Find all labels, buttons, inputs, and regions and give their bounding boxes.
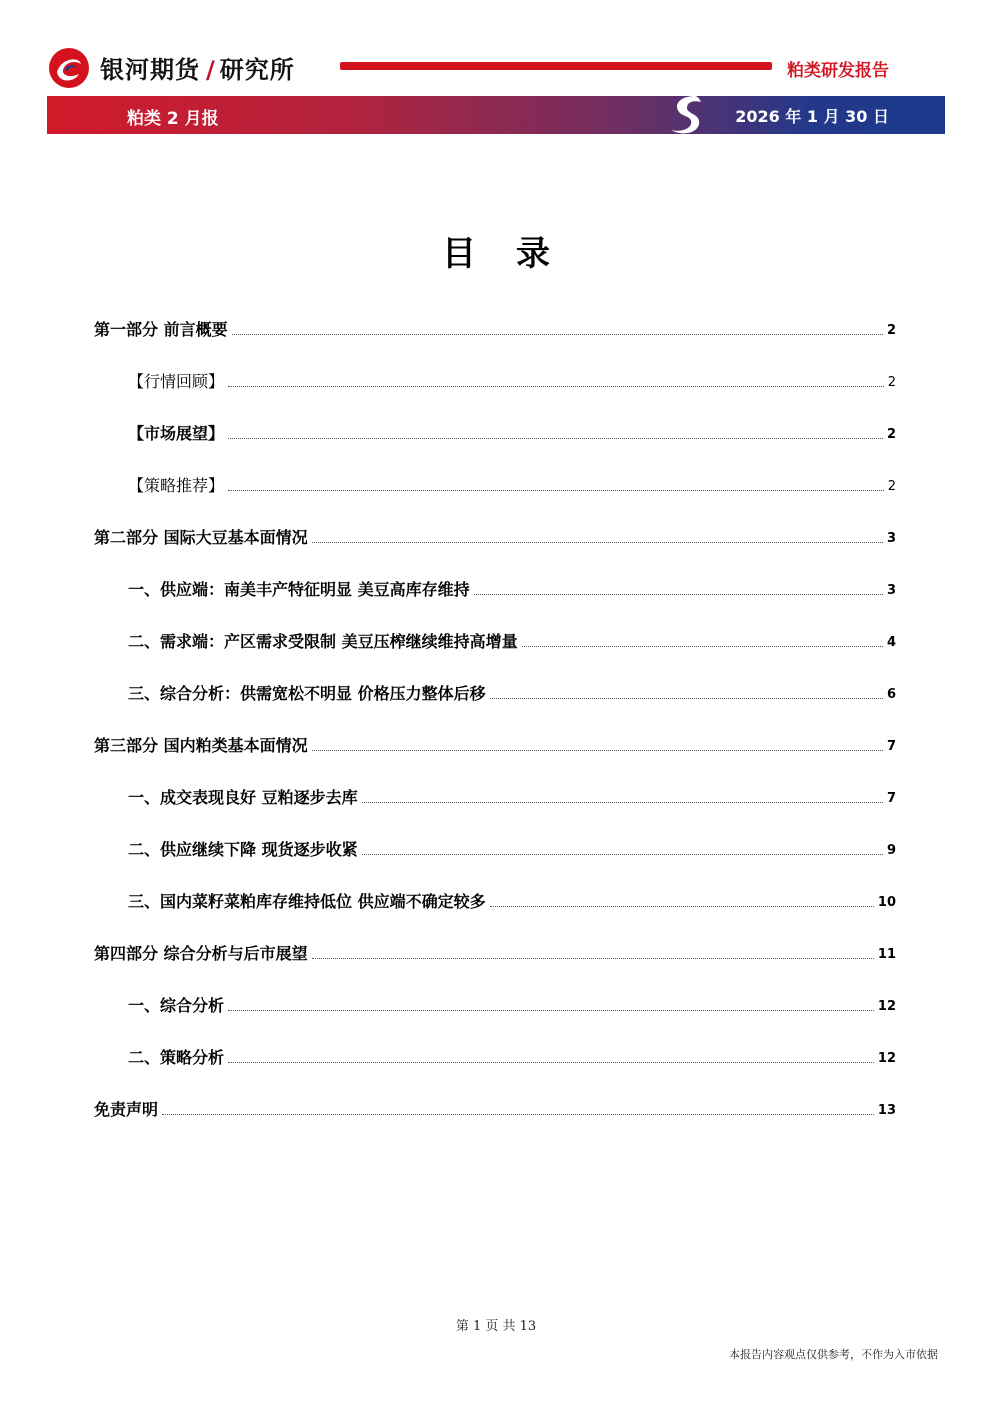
galaxy-logo-icon	[47, 46, 91, 90]
toc-entry-label: 第三部分 国内粕类基本面情况	[94, 736, 308, 755]
brand-separator: /	[206, 56, 216, 84]
toc-entry-page: 11	[877, 947, 896, 962]
toc-leader-dots	[232, 334, 883, 335]
toc-entry-label: 一、成交表现良好 豆粕逐步去库	[128, 788, 358, 807]
header-banner	[47, 96, 945, 134]
toc-entry-label: 第二部分 国际大豆基本面情况	[94, 528, 308, 547]
toc-entry[interactable]	[128, 1044, 896, 1068]
brand-title	[100, 50, 295, 85]
toc-entry-label: 【策略推荐】	[128, 476, 225, 495]
toc-leader-dots	[312, 542, 883, 543]
toc-entry[interactable]	[128, 992, 896, 1016]
disclaimer-note: 本报告内容观点仅供参考，不作为入市依据	[729, 1348, 938, 1361]
toc-leader-dots	[474, 594, 883, 595]
toc-entry-page: 4	[886, 635, 896, 650]
toc-entry[interactable]	[128, 472, 896, 496]
toc-entry-page: 7	[886, 739, 896, 754]
toc-title: 目录	[442, 234, 590, 274]
toc-entry-label: 二、策略分析	[128, 1048, 225, 1067]
toc-entry-label: 二、供应继续下降 现货逐步收紧	[128, 840, 358, 859]
page-number: 第 1 页 共 13	[455, 1319, 537, 1334]
toc-leader-dots	[490, 906, 874, 907]
toc-entry-page: 3	[886, 531, 896, 546]
toc-entry[interactable]	[128, 420, 896, 444]
brand-name: 银河期货	[100, 56, 200, 84]
toc-entry[interactable]	[128, 888, 896, 912]
toc-entry-page: 12	[877, 999, 896, 1014]
toc-entry[interactable]	[94, 316, 896, 340]
toc-leader-dots	[228, 438, 883, 439]
toc-entry[interactable]	[94, 1096, 896, 1120]
toc-entry-page: 9	[886, 843, 896, 858]
toc-entry-label: 一、综合分析	[128, 996, 225, 1015]
toc-entry-label: 【行情回顾】	[128, 372, 225, 391]
toc-leader-dots	[228, 386, 884, 387]
toc-entry-page: 7	[886, 791, 896, 806]
toc-entry-label: 第四部分 综合分析与后市展望	[94, 944, 308, 963]
galaxy-swoosh-icon	[667, 94, 707, 136]
toc-entry[interactable]	[128, 576, 896, 600]
toc-entry-page: 2	[887, 479, 896, 494]
report-date: 2026 年 1 月 30 日	[735, 107, 889, 126]
toc-leader-dots	[522, 646, 883, 647]
toc-entry-page: 2	[886, 427, 896, 442]
toc-entry-label: 二、需求端：产区需求受限制 美豆压榨继续维持高增量	[128, 632, 518, 651]
toc-entry-label: 第一部分 前言概要	[94, 320, 228, 339]
toc-entry-page: 13	[877, 1103, 896, 1118]
toc-entry[interactable]	[94, 732, 896, 756]
toc-leader-dots	[162, 1114, 874, 1115]
toc-entry-page: 6	[886, 687, 896, 702]
toc-entry-label: 【市场展望】	[128, 424, 225, 443]
toc-leader-dots	[362, 802, 883, 803]
toc-entry-label: 一、供应端：南美丰产特征明显 美豆高库存维持	[128, 580, 470, 599]
toc-leader-dots	[228, 1010, 874, 1011]
toc-entry-page: 3	[886, 583, 896, 598]
toc-entry-page: 10	[877, 895, 896, 910]
institute-name: 研究所	[219, 56, 295, 84]
toc-entry[interactable]	[94, 524, 896, 548]
toc-entry[interactable]	[128, 368, 896, 392]
toc-entry-page: 2	[887, 375, 896, 390]
report-period-label: 粕类 2 月报	[127, 109, 219, 129]
report-header	[0, 0, 992, 95]
toc-entry[interactable]	[128, 680, 896, 704]
toc-leader-dots	[490, 698, 883, 699]
toc-leader-dots	[362, 854, 883, 855]
toc-entry[interactable]	[94, 940, 896, 964]
toc-leader-dots	[312, 958, 874, 959]
toc-leader-dots	[312, 750, 883, 751]
header-accent-line	[340, 62, 772, 70]
toc-entry-label: 免责声明	[94, 1100, 159, 1119]
report-type-label: 粕类研发报告	[787, 61, 889, 81]
toc-entry[interactable]	[128, 784, 896, 808]
toc-entry-label: 三、国内菜籽菜粕库存维持低位 供应端不确定较多	[128, 892, 486, 911]
toc-entry-label: 三、综合分析：供需宽松不明显 价格压力整体后移	[128, 684, 486, 703]
toc-leader-dots	[228, 490, 884, 491]
toc-entry-page: 2	[886, 323, 896, 338]
toc-leader-dots	[228, 1062, 874, 1063]
toc-entry[interactable]	[128, 836, 896, 860]
toc-entry[interactable]	[128, 628, 896, 652]
toc-entry-page: 12	[877, 1051, 896, 1066]
